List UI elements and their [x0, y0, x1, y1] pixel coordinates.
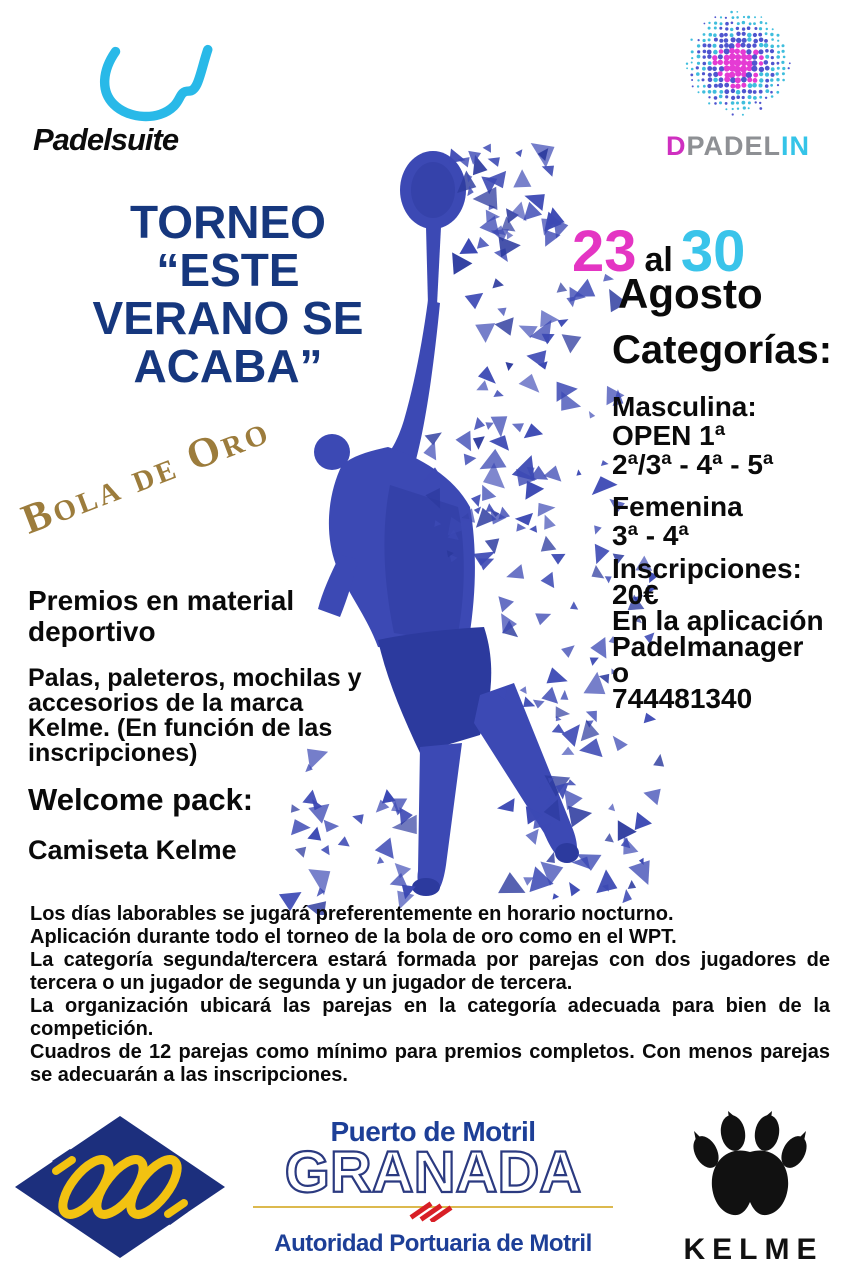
femenina-line: 3ª - 4ª	[612, 520, 689, 551]
prizes-body	[28, 666, 362, 766]
masculina-line: 2ª/3ª - 4ª - 5ª	[612, 449, 774, 480]
padelsuite-wordmark: Padelsuite	[33, 122, 179, 157]
granada-wordmark: GRANADA	[284, 1140, 582, 1205]
rules-paragraph: La organización ubicará las parejas en la categoría adecuada para bien de la competición.	[30, 995, 830, 1040]
dpadelin-halftone-sphere-icon	[678, 8, 798, 124]
rules-paragraph: Los días laborables se jugará preferentemente en horario nocturno.	[30, 903, 674, 925]
prizes-body-line: inscripciones)	[28, 739, 198, 767]
prizes-heading-line: deportivo	[28, 616, 156, 647]
prizes-body-line: Palas, paleteros, mochilas y	[28, 664, 362, 692]
title-line: TORNEO	[130, 196, 326, 248]
dpadelin-d: D	[665, 131, 687, 161]
femenina-line: Femenina	[612, 491, 743, 522]
rules-paragraph: La categoría segunda/tercera estará formada por parejas con dos jugadores de tercera o un jugador de segunda y un jugador de tercera.	[30, 949, 830, 994]
categories-heading: Categorías:	[612, 328, 833, 372]
prizes-body-line: accesorios de la marca	[28, 689, 304, 717]
inscriptions-info	[612, 553, 824, 714]
prizes-heading	[28, 585, 294, 647]
dpadelin-wordmark	[648, 131, 828, 162]
title-line: ACABA”	[133, 340, 323, 392]
puerto-de-motril-label: Puerto de Motril	[330, 1116, 536, 1147]
prizes-body-line: Kelme. (En función de las	[28, 714, 333, 742]
dpadelin-padel: PADEL	[686, 131, 781, 161]
kelme-wordmark: KELME	[683, 1233, 824, 1266]
prizes-heading-line: Premios en material	[28, 585, 295, 616]
masculina-line: OPEN 1ª	[612, 420, 726, 451]
inscription-line: En la aplicación	[612, 605, 824, 636]
dpadelin-in: IN	[781, 131, 810, 161]
inscription-line: Padelmanager	[612, 631, 804, 662]
player-silhouette	[314, 151, 579, 896]
masculina-line: Masculina:	[612, 391, 757, 422]
inscription-line: o	[612, 657, 630, 688]
date-connector: al	[644, 241, 673, 279]
granada-divider	[253, 1206, 613, 1208]
autoridad-portuaria-label: Autoridad Portuaria de Motril	[274, 1230, 592, 1257]
puerto-de-motril-diamond-logo	[12, 1113, 228, 1261]
autoridad-portuaria-logo	[253, 1116, 613, 1258]
kelme-logo	[650, 1108, 850, 1267]
rules-paragraph: Cuadros de 12 parejas como mínimo para premios completos. Con menos parejas se adecuarán a las inscripciones.	[30, 1041, 830, 1086]
inscription-line: 20€	[612, 579, 659, 610]
welcome-pack-item: Camiseta Kelme	[28, 835, 237, 865]
inscription-line: Inscripciones:	[612, 553, 802, 584]
padelsuite-logo	[33, 44, 253, 158]
dpadelin-logo	[648, 8, 828, 162]
welcome-pack-heading: Welcome pack:	[28, 782, 254, 817]
inscription-line: 744481340	[612, 683, 753, 714]
padelsuite-swoosh-icon	[91, 44, 221, 124]
categories-masculina	[612, 392, 773, 479]
rules-notes	[30, 903, 830, 1087]
date-to: 30	[680, 219, 746, 284]
red-wave-icon	[405, 1196, 461, 1222]
title-line: VERANO SE	[92, 292, 364, 344]
kelme-paw-icon	[680, 1108, 820, 1226]
title-line: “ESTE	[156, 244, 300, 296]
date-month: Agosto	[618, 270, 763, 317]
date-from: 23	[572, 219, 637, 284]
rules-paragraph: Aplicación durante todo el torneo de la bola de oro como en el WPT.	[30, 926, 677, 948]
categories-femenina	[612, 492, 743, 550]
bola-de-oro-ribbon: Bola de Oro	[15, 406, 277, 544]
